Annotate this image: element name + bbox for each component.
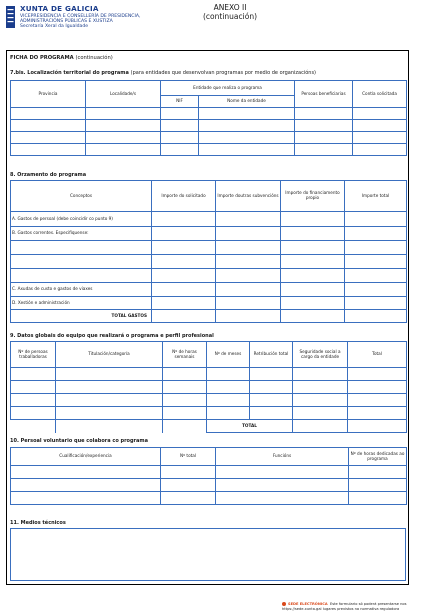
volunteers-table	[10, 447, 407, 505]
table-row	[11, 241, 407, 255]
col-titulacion: Titulación/categoría	[56, 342, 163, 368]
row-total	[11, 420, 407, 433]
row-gastos-correntes: B. Gastos correntes. Especifíquense:	[11, 227, 407, 241]
sede-url-link[interactable]: https://sede.xunta.gal	[282, 607, 322, 611]
budget-table	[10, 180, 407, 323]
department: VICEPRESIDENCIA E CONSELLERÍA DE PRESIDENCIA, ADMINISTRACIÓNS PÚBLICAS E XUSTIZA Secretaría Xeral da Igualdade	[20, 14, 141, 30]
col-persoas: Nº de persoas traballadoras	[11, 342, 56, 368]
table-row	[11, 368, 407, 381]
col-nome: Nome da entidade	[199, 96, 295, 108]
col-ntotal: Nº total	[161, 448, 216, 466]
col-total: Importe total	[345, 181, 407, 212]
section-11-title: 11. Medios técnicos	[10, 520, 66, 526]
table-row	[11, 479, 407, 492]
table-row	[11, 394, 407, 407]
section-10-title: 10. Persoal voluntario que colabora co programa	[10, 438, 148, 444]
table-row	[11, 381, 407, 394]
col-retribucion: Retribución total	[250, 342, 293, 368]
table-row	[11, 269, 407, 283]
table-row	[11, 492, 407, 505]
sede-label[interactable]: SEDE ELECTRÓNICA	[288, 602, 328, 606]
col-financiamento: Importe do financiamento propio	[281, 181, 345, 212]
table-row	[11, 407, 407, 420]
xunta-logo-icon	[6, 6, 15, 28]
col-meses: Nº de meses	[207, 342, 250, 368]
footer-note-2: https://sede.xunta.gal lugares previstos na normativa reguladora	[282, 607, 400, 611]
col-horas: Nº de horas dedicadas ao programa	[349, 448, 407, 466]
table-row	[11, 255, 407, 269]
row-xestion: D. Xestión e administración	[11, 297, 407, 310]
territorial-table	[10, 80, 407, 156]
row-gastos-persoal: A. Gastos de persoal (debe coincidir co punto 9)	[11, 212, 407, 227]
col-provincia: Provincia	[11, 81, 86, 108]
section-9-title: 9. Datos globais do equipo que realizará o programa e perfil profesional	[10, 333, 214, 339]
anexo-title: ANEXO II (continuación)	[203, 3, 257, 21]
table-row	[11, 132, 407, 144]
team-table	[10, 341, 407, 433]
table-row	[11, 466, 407, 479]
col-solicitado: Importe do solicitado	[152, 181, 216, 212]
total-label: TOTAL	[207, 420, 293, 433]
row-axudas: C. Axudas de custo e gastos de viaxes	[11, 283, 407, 297]
col-conceptos: Conceptos	[11, 181, 152, 212]
table-row	[11, 108, 407, 120]
ficha-title: FICHA DO PROGRAMA (continuación)	[10, 55, 113, 61]
table-row	[11, 120, 407, 132]
col-outras: Importe doutras subvencións	[216, 181, 281, 212]
col-cualificacion: Cualificación/experiencia	[11, 448, 161, 466]
section-8-title: 8. Orzamento do programa	[10, 172, 87, 178]
footer-note: Este formulario só poderá presentarse nos	[330, 602, 407, 606]
org-name: XUNTA DE GALICIA	[20, 4, 99, 13]
col-persoas: Persoas beneficiarias	[295, 81, 353, 108]
col-horas: Nº de horas semanais	[163, 342, 207, 368]
col-contia: Contía solicitada	[353, 81, 407, 108]
col-total: Total	[348, 342, 407, 368]
col-entidade: Entidade que realiza o programa	[161, 81, 295, 96]
sede-icon	[282, 602, 286, 606]
row-total-gastos: TOTAL GASTOS	[11, 310, 407, 323]
col-funcions: Funcións	[216, 448, 349, 466]
col-localidade: Localidade/s	[86, 81, 161, 108]
table-row	[11, 144, 407, 156]
col-nif: NIF	[161, 96, 199, 108]
medios-tecnicos-field[interactable]	[10, 528, 406, 581]
col-seguridade: Seguridade social a cargo da entidade	[293, 342, 348, 368]
section-7-title: 7.bis. Localización territorial do programa (para entidades que desenvolvan programas por medio de organizacións)	[10, 70, 317, 76]
